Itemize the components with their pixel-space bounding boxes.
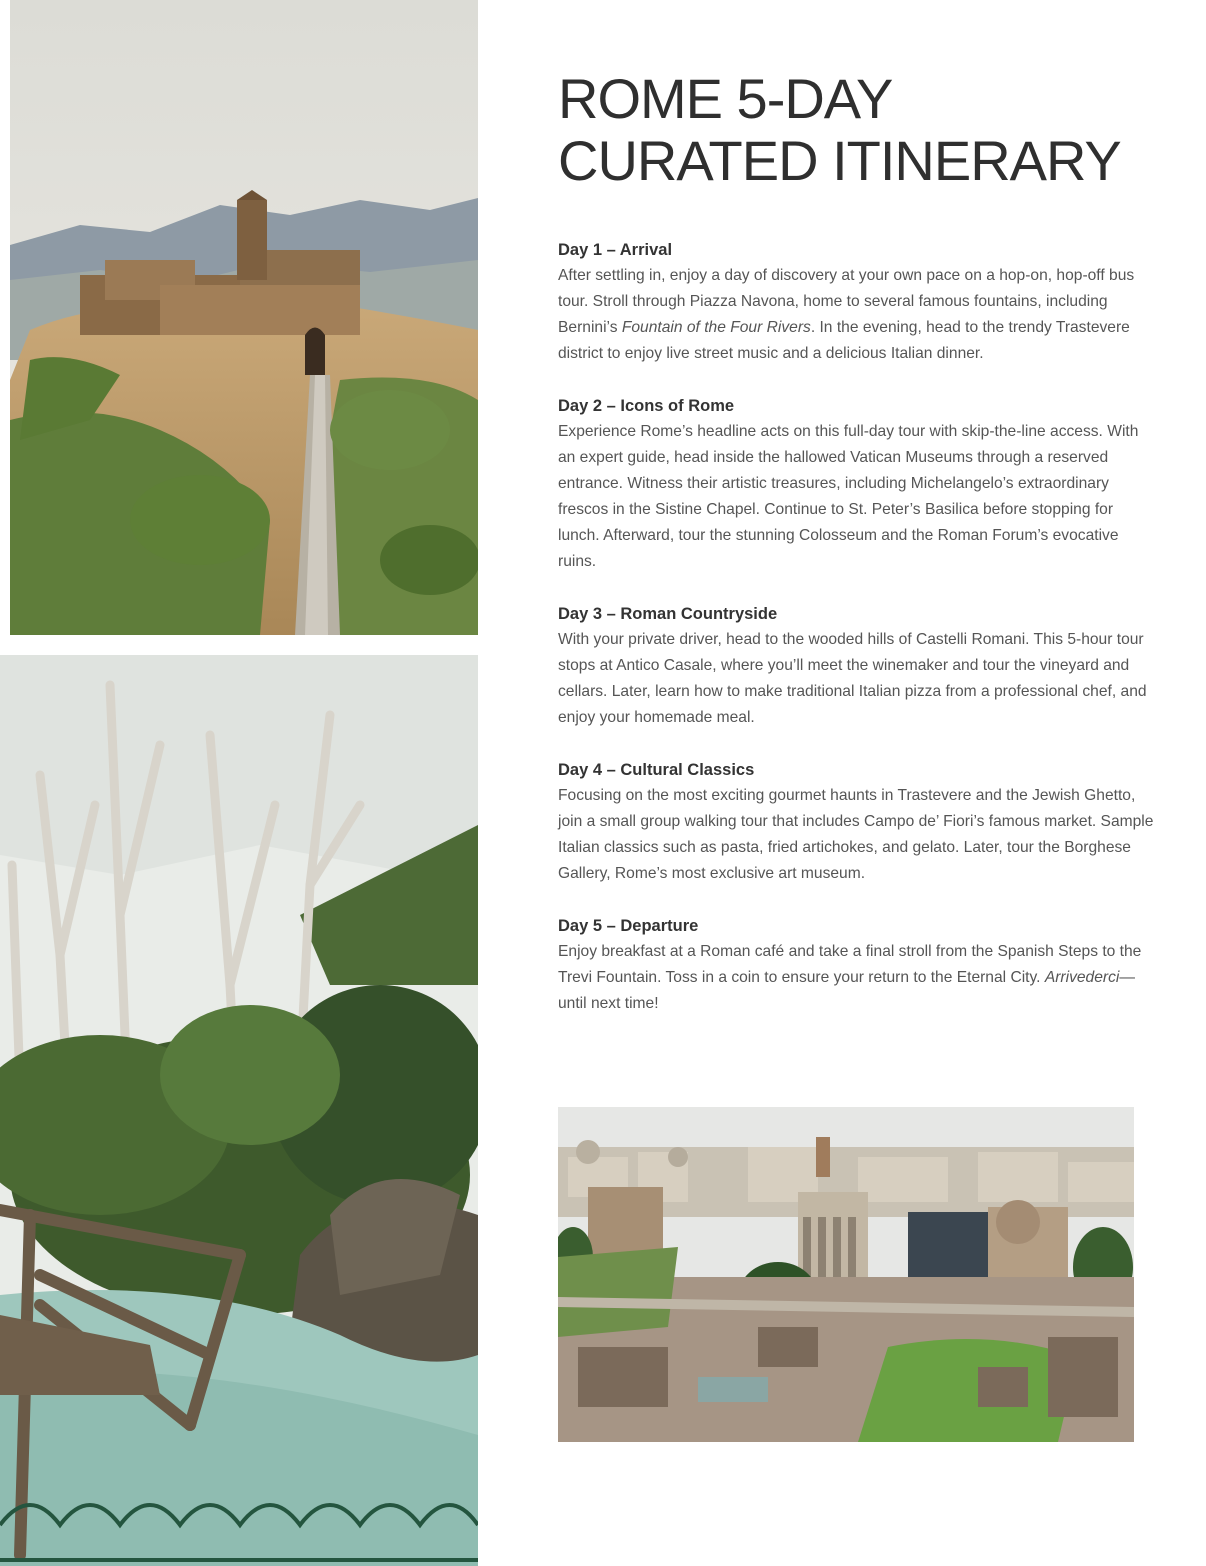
day-1-section: [558, 237, 1158, 367]
hilltop-town-photo: [10, 0, 478, 635]
day-description: After settling in, enjoy a day of discovery at your own pace on a hop-on, hop-off bus tour. Stroll through Piazza Navona, home to several famous fountains, including Bernini’s Fountain of the Four Rivers. In the evening, head to the trendy Trastevere district to enjoy live street music and a delicious Italian dinner.: [558, 267, 1135, 362]
page-title: [558, 68, 1178, 192]
day-heading: Day 5 – Departure: [558, 917, 699, 935]
day-heading: Day 2 – Icons of Rome: [558, 397, 735, 415]
day-description: Enjoy breakfast at a Roman café and take a final stroll from the Spanish Steps to the Trevi Fountain. Toss in a coin to ensure your return to the Eternal City. Arrivederci—until next time!: [558, 943, 1142, 1012]
day-heading: Day 3 – Roman Countryside: [558, 605, 778, 623]
day-3-section: [558, 601, 1158, 731]
title-line-2: CURATED ITINERARY: [558, 129, 1121, 192]
day-heading: Day 4 – Cultural Classics: [558, 761, 755, 779]
roman-forum-photo: [558, 1107, 1134, 1442]
day-2-section: [558, 393, 1158, 575]
itinerary-days: [558, 237, 1158, 1043]
garden-pond-photo: [0, 655, 478, 1566]
day-description: With your private driver, head to the wooded hills of Castelli Romani. This 5-hour tour stops at Antico Casale, where you’ll meet the winemaker and tour the vineyard and cellars. Later, learn how to make traditional Italian pizza from a professional chef, and enjoy your homemade meal.: [558, 631, 1147, 726]
day-description: Experience Rome’s headline acts on this full-day tour with skip-the-line access. With an expert guide, head inside the hallowed Vatican Museums through a reserved entrance. Witness their artistic treasures, including Michelangelo’s extraordinary frescos in the Sistine Chapel. Continue to St. Peter’s Basilica before stopping for lunch. Afterward, tour the stunning Colosseum and the Roman Forum’s evocative ruins.: [558, 423, 1139, 570]
day-description: Focusing on the most exciting gourmet haunts in Trastevere and the Jewish Ghetto, join a small group walking tour that includes Campo de’ Fiori’s famous market. Sample Italian classics such as pasta, fried artichokes, and gelato. Later, tour the Borghese Gallery, Rome’s most exclusive art museum.: [558, 787, 1154, 882]
day-5-section: [558, 913, 1158, 1017]
title-line-1: ROME 5-DAY: [558, 67, 893, 130]
day-heading: Day 1 – Arrival: [558, 241, 673, 259]
day-4-section: [558, 757, 1158, 887]
